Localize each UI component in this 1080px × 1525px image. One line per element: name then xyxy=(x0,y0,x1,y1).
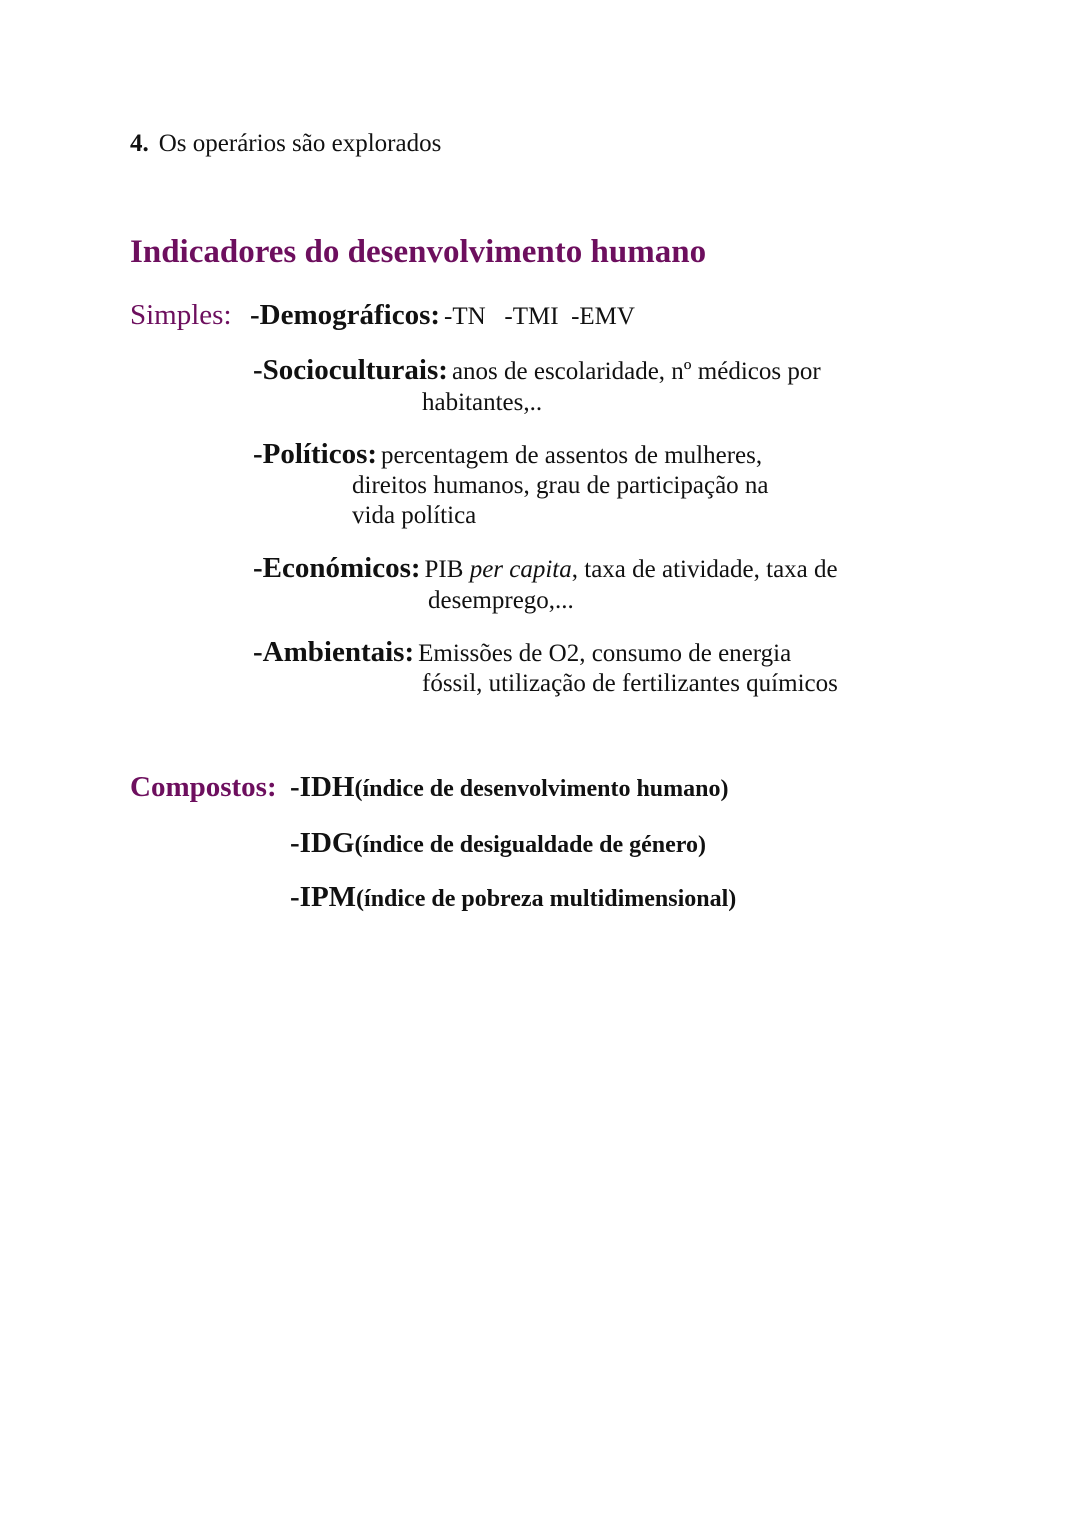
ambientais-line xyxy=(253,636,791,669)
politicos-text-3: vida política xyxy=(352,502,477,529)
politicos-line xyxy=(253,438,762,471)
composto-desc: (índice de desenvolvimento humano) xyxy=(354,776,729,802)
list-item-text: Os operários são explorados xyxy=(158,130,442,157)
socioculturais-line xyxy=(253,354,821,387)
composto-code: -IDH xyxy=(290,771,355,803)
ambientais-text-1: Emissões de O2, consumo de energia xyxy=(418,640,792,667)
composto-idg xyxy=(290,827,706,860)
composto-desc: (índice de pobreza multidimensional) xyxy=(356,886,737,912)
composto-code: -IDG xyxy=(290,827,355,859)
economicos-text-1b: , taxa de atividade, taxa de xyxy=(571,556,838,583)
ambientais-text-2: fóssil, utilização de fertilizantes químicos xyxy=(422,670,838,697)
composto-ipm xyxy=(290,881,736,914)
section-heading: Indicadores do desenvolvimento humano xyxy=(130,234,707,270)
economicos-line xyxy=(253,552,838,585)
socioculturais-title: -Socioculturais: xyxy=(253,354,448,386)
economicos-text-2: desemprego,... xyxy=(428,587,574,614)
socioculturais-text-1: anos de escolaridade, nº médicos por xyxy=(451,358,821,385)
politicos-text-2: direitos humanos, grau de participação na xyxy=(352,472,769,499)
composto-desc: (índice de desigualdade de género) xyxy=(354,832,707,858)
politicos-title: -Políticos: xyxy=(253,438,378,470)
economicos-text-italic: per capita xyxy=(469,556,572,583)
economicos-text-1a: PIB xyxy=(424,556,470,583)
politicos-text-1: percentagem de assentos de mulheres, xyxy=(381,442,763,469)
simples-label: Simples: xyxy=(130,299,232,331)
composto-code: -IPM xyxy=(290,881,357,913)
demograficos-line xyxy=(250,299,635,332)
list-number: 4. xyxy=(130,130,149,157)
economicos-title: -Económicos: xyxy=(253,552,421,584)
demograficos-value: -TN -TMI -EMV xyxy=(444,303,635,330)
demograficos-title: -Demográficos: xyxy=(250,299,441,331)
socioculturais-text-2: habitantes,.. xyxy=(422,389,543,416)
ambientais-title: -Ambientais: xyxy=(253,636,415,668)
list-item-4 xyxy=(130,130,441,158)
compostos-label: Compostos: xyxy=(130,771,277,803)
composto-idh xyxy=(290,771,728,804)
